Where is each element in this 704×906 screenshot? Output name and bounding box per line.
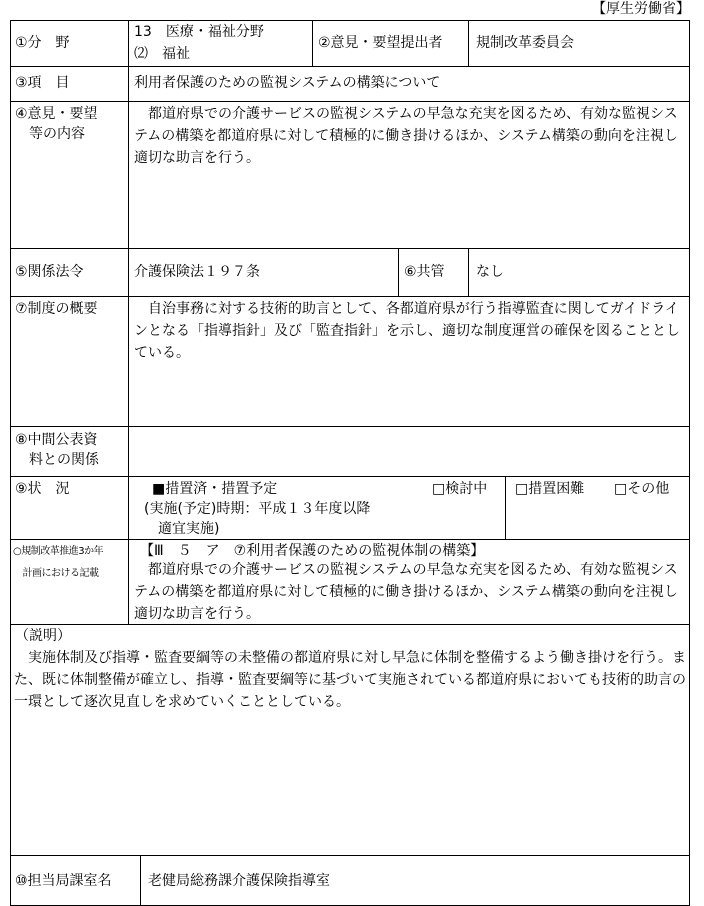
status-schedule-line2: 適宜実施) [144,521,220,537]
law-divider [398,248,399,296]
label-column-divider [128,20,129,624]
row-divider [10,248,690,249]
row-divider [10,855,690,856]
field-line2: ⑵ 福祉 [134,46,190,62]
opinion-label-line1: ④意見・要望 [15,106,98,122]
plan-label-line2: 計画における記載 [13,568,99,579]
law-divider [468,248,469,296]
frame-top [10,20,690,21]
row-divider [10,296,690,297]
row-divider [10,426,690,427]
field-line1: 13 医療・福祉分野 [134,24,264,40]
opinion-label-line2: 等の内容 [15,126,85,142]
plan-heading: 【Ⅲ ５ ア ⑦利用者保護のための監視体制の構築】 [140,543,485,559]
status-divider [505,476,506,539]
bureau-label: ⑩担当局課室名 [15,873,112,889]
submitter-divider [468,20,469,66]
plan-label-line1: ○規制改革推進3か年 [13,546,104,557]
bureau-column-divider [140,855,141,906]
explanation-heading: （説明） [15,628,71,644]
system-label: ⑦制度の概要 [15,301,98,317]
row-divider [10,476,690,477]
bureau-value: 老健局総務課介護保険指導室 [148,873,330,889]
system-content: 自治事務に対する技術的助言として、各都道府県が行う指導監査に関してガイドラインとなる「指導指針」及び「監査指針」を示し、適切な制度運営の確保を図ることとしている。 [134,301,680,361]
status-option-under-review: □検討中 [432,481,488,497]
frame-left [10,20,11,906]
submitter-label: ②意見・要望提出者 [318,35,443,51]
submitter-divider [312,20,313,66]
interim-label-line2: 料との関係 [15,452,99,468]
status-option-other: □その他 [614,481,670,497]
item-label: ③項 目 [15,75,70,91]
status-schedule-line1: (実施(予定)時期：平成１３年度以降 [144,501,371,517]
status-label: ⑨状 況 [15,481,70,497]
frame-right [689,20,690,906]
status-option-implemented: ■措置済・措置予定 [152,481,278,497]
status-option-difficult: □措置困難 [515,481,585,497]
joint-value: なし [476,264,504,280]
item-value: 利用者保護のための監視システムの構築について [134,75,441,91]
plan-content: 都道府県での介護サービスの監視システムの早急な充実を図るため、有効な監視システムの構築を都道府県に対して積極的に働き掛けるほか、システム構築の動向を注視し適切な助言を行う。 [134,562,678,622]
interim-label-line1: ⑧中間公表資 [15,432,98,448]
submitter-value: 規制改革委員会 [476,35,574,51]
opinion-form [10,20,690,906]
opinion-content: 都道府県での介護サービスの監視システムの早急な充実を図るため、有効な監視システムの構築を都道府県に対して積極的に働き掛けるほか、システム構築の動向を注視し適切な助言を行う。 [134,106,678,166]
row-divider [10,66,690,67]
row-divider [10,539,690,540]
explanation-content: 実施体制及び指導・監査要綱等の未整備の都道府県に対し早急に体制を整備するよう働き掛けを行う。また、既に体制整備が確立し、指導・監査要綱等に基づいて実施されている都道府県においても技術的助言の一環として逐次見直しを求めていくこととしている。 [14,650,686,710]
field-label: ①分 野 [15,35,70,51]
law-label: ⑤関係法令 [15,264,84,280]
law-value: 介護保険法１９７条 [134,264,260,280]
ministry-label: 【厚生労働省】 [592,1,690,17]
joint-label: ⑥共管 [404,264,445,280]
row-divider [10,101,690,102]
